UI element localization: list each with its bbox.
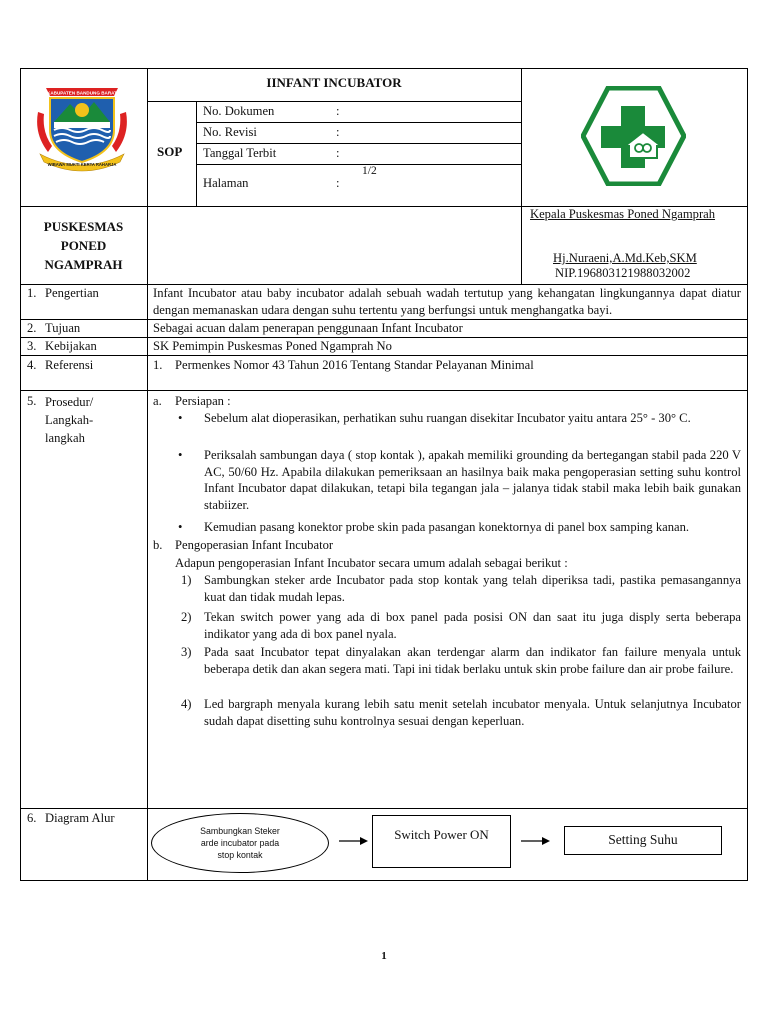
- svg-text:WIBAWA MUKTI KERTA RAHARJA: WIBAWA MUKTI KERTA RAHARJA: [47, 162, 117, 167]
- signer-nip: NIP.196803121988032002: [555, 266, 691, 280]
- field-tanggal-terbit-colon: :: [336, 146, 340, 160]
- bullet-item: Periksalah sambungan daya ( stop kontak ), apakah memiliki grounding da bertegangan stabil pada 220 V AC, 50/60 Hz. Apabila dilakukan pemeriksaan an hasilnya baik maka pengoperasian setting suhu kontrol Infant Incubator dapat dilakukan, tetapi bila tegangan jala – jalanya tidak stabil maka lebih baik gunakan stabiizer.: [204, 448, 741, 512]
- org-name-line-3: NGAMPRAH: [44, 257, 123, 272]
- section-label-diagram: Diagram Alur: [45, 811, 115, 825]
- signer-title: Kepala Puskesmas Poned Ngamprah: [530, 207, 716, 221]
- pengertian-text: Infant Incubator atau baby incubator adalah sebuah wadah tertutup yang kehangatan lingkungannya dapat diatur dengan memanaskan udara dengan suhu tertentu yang berfungsi untuk menghangatka bayi.: [153, 286, 741, 317]
- referensi-text: Permenkes Nomor 43 Tahun 2016 Tentang Standar Pelayanan Minimal: [175, 358, 534, 372]
- field-no-revisi-colon: :: [336, 125, 340, 139]
- page-number: 1: [381, 950, 387, 962]
- kebijakan-text: SK Pemimpin Puskesmas Poned Ngamprah No: [153, 339, 392, 353]
- section-number: 4.: [27, 358, 37, 372]
- bullet-dot: •: [178, 520, 183, 534]
- puskesmas-logo: [581, 86, 686, 186]
- org-name: [20, 217, 147, 274]
- field-no-revisi-label: No. Revisi: [203, 125, 257, 139]
- prosedur-label-line-2: Langkah-: [45, 413, 94, 427]
- bullet-item: Sebelum alat dioperasikan, perhatikan suhu ruangan disekitar Incubator yaitu antara 25° - 30° C.: [204, 411, 691, 425]
- bullet-dot: •: [178, 448, 183, 462]
- document-title: IINFANT INCUBATOR: [266, 75, 402, 90]
- section-number: 1.: [27, 286, 37, 300]
- step-text: Pada saat Incubator tepat dinyalakan akan terdengar alarm dan indikator fan failure menyala untuk beberapa detik dan akan segera mati. Tapi ini tidak berlaku untuk skin probe failure dan air probe failure.: [204, 645, 741, 676]
- flow-node-setting-suhu: [564, 826, 722, 855]
- sub-a-title: Persiapan :: [175, 394, 231, 408]
- section-number: 6.: [27, 811, 37, 825]
- step-number: 4): [181, 697, 192, 711]
- step-text: Sambungkan steker arde Incubator pada stop kontak yang telah diperiksa tadi, pastika pemasangannya kuat dan tidak mudah lepas.: [204, 573, 741, 604]
- section-label-kebijakan: Kebijakan: [45, 339, 97, 353]
- step-text: Tekan switch power yang ada di box panel pada posisi ON dan saat itu juga disply serta beberapa indikator yang ada di box panel nyala.: [204, 610, 741, 641]
- flow-node-switch-power: [372, 815, 511, 868]
- org-name-line-1: PUSKESMAS: [43, 219, 124, 234]
- sop-label: SOP: [157, 144, 183, 159]
- prosedur-label-line-1: Prosedur/: [45, 395, 94, 409]
- step-number: 3): [181, 645, 192, 659]
- field-halaman-value: 1/2: [362, 165, 377, 177]
- flow-arrow: [521, 835, 551, 847]
- flow-node-ellipse-text: Sambungkan Steker arde incubator pada stop kontak: [200, 826, 280, 860]
- sub-b-mark: b.: [153, 538, 163, 552]
- referensi-item-number: 1.: [153, 358, 163, 372]
- sub-b-intro: Adapun pengoperasian Infant Incubator secara umum adalah sebagai berikut :: [175, 556, 568, 570]
- step-number: 1): [181, 573, 192, 587]
- prosedur-label-line-3: langkah: [45, 431, 85, 445]
- section-label-prosedur: [45, 393, 93, 447]
- flow-node-setting-suhu-text: Setting Suhu: [608, 832, 678, 847]
- flow-node-ellipse: [151, 813, 329, 873]
- field-halaman-label: Halaman: [203, 176, 249, 190]
- bullet-item: Kemudian pasang konektor probe skin pada pasangan konektornya di panel box samping kanan.: [204, 520, 690, 534]
- org-name-line-2: PONED: [60, 238, 107, 253]
- field-no-dokumen-colon: :: [336, 104, 340, 118]
- tujuan-text: Sebagai acuan dalam penerapan penggunaan Infant Incubator: [153, 321, 463, 335]
- bandung-barat-emblem: [32, 82, 132, 174]
- sub-b-title: Pengoperasian Infant Incubator: [175, 538, 334, 552]
- field-halaman-colon: :: [336, 176, 340, 190]
- flow-arrow: [339, 835, 369, 847]
- step-number: 2): [181, 610, 192, 624]
- step-text: Led bargraph menyala kurang lebih satu menit setelah incubator menyala. Untuk selanjutnya Incubator sudah dapat disetting suhu kontrolnya sesuai dengan keperluan.: [204, 697, 741, 728]
- section-label-tujuan: Tujuan: [45, 321, 81, 335]
- section-number: 3.: [27, 339, 37, 353]
- bullet-dot: •: [178, 411, 183, 425]
- sub-a-mark: a.: [153, 394, 162, 408]
- section-number: 2.: [27, 321, 37, 335]
- field-no-dokumen-label: No. Dokumen: [203, 104, 275, 118]
- section-label-referensi: Referensi: [45, 358, 94, 372]
- svg-text:KABUPATEN BANDUNG BARAT: KABUPATEN BANDUNG BARAT: [47, 90, 117, 96]
- section-number: 5.: [27, 394, 37, 408]
- signer-name: Hj.Nuraeni,A.Md.Keb,SKM: [553, 251, 697, 265]
- field-tanggal-terbit-label: Tanggal Terbit: [203, 146, 277, 160]
- section-label-pengertian: Pengertian: [45, 286, 99, 300]
- flow-node-switch-power-text: Switch Power ON: [394, 827, 489, 842]
